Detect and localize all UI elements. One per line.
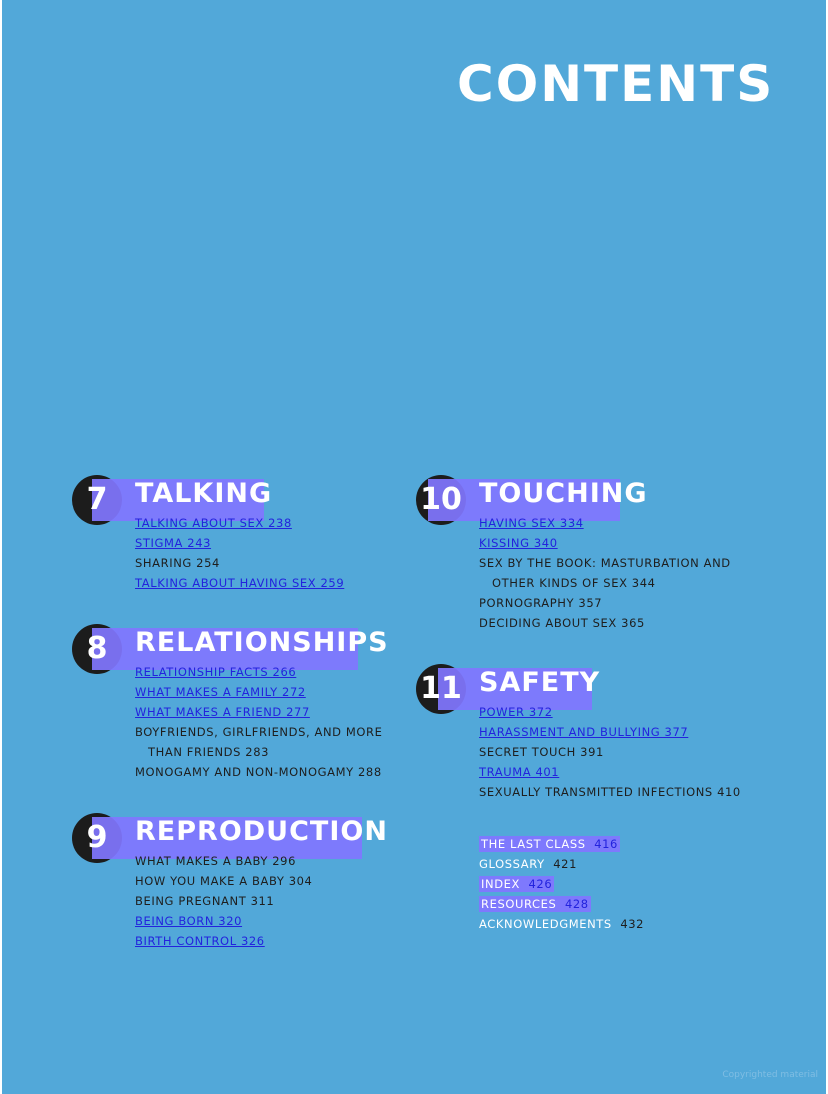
chapter-number: 11 [420,671,462,706]
backmatter-item[interactable] [479,894,644,914]
backmatter-item[interactable] [479,874,644,894]
toc-entry: SEX BY THE BOOK: MASTURBATION AND [479,556,731,570]
toc-entry[interactable]: TRAUMA 401 [479,765,560,779]
chapter-entries [135,662,383,782]
backmatter-label: ACKNOWLEDGMENTS [479,917,612,931]
chapter-title[interactable]: SAFETY [479,667,601,698]
backmatter-page: 428 [564,897,589,911]
backmatter-label: GLOSSARY [479,857,545,871]
backmatter-page: 416 [594,837,618,851]
chapter-title[interactable]: RELATIONSHIPS [135,627,389,658]
toc-entry: WHAT MAKES A BABY 296 [135,854,296,868]
chapter-number: 8 [86,631,108,666]
toc-entry[interactable]: HARASSMENT AND BULLYING 377 [479,725,689,739]
toc-entry: BOYFRIENDS, GIRLFRIENDS, AND MORE [135,725,383,739]
chapter-title[interactable]: TALKING [135,478,273,509]
toc-entry[interactable]: BEING BORN 320 [135,914,243,928]
toc-entry: THAN FRIENDS 283 [148,745,270,759]
toc-entry: SHARING 254 [135,556,220,570]
chapter-number: 10 [420,482,462,517]
backmatter-item [479,914,644,934]
page-title: CONTENTS [457,55,775,113]
toc-entry[interactable]: WHAT MAKES A FRIEND 277 [135,705,310,719]
backmatter-label: INDEX [481,877,520,891]
backmatter-list [479,834,644,934]
chapter-title[interactable]: REPRODUCTION [135,816,388,847]
copyright-watermark: Copyrighted material [722,1070,818,1080]
toc-entry: HOW YOU MAKE A BABY 304 [135,874,313,888]
toc-entry: SECRET TOUCH 391 [479,745,604,759]
toc-entry[interactable]: POWER 372 [479,705,553,719]
backmatter-page: 432 [620,917,645,931]
backmatter-label: RESOURCES [481,897,557,911]
backmatter-label: THE LAST CLASS [481,837,586,851]
backmatter-item[interactable] [479,834,644,854]
toc-entry: DECIDING ABOUT SEX 365 [479,616,645,630]
toc-entry[interactable]: TALKING ABOUT SEX 238 [135,516,292,530]
chapter-entries [135,851,312,951]
toc-entry[interactable]: WHAT MAKES A FAMILY 272 [135,685,306,699]
chapter-title[interactable]: TOUCHING [479,478,648,509]
toc-entry[interactable]: BIRTH CONTROL 326 [135,934,265,948]
backmatter-page: 426 [528,877,553,891]
toc-entry: PORNOGRAPHY 357 [479,596,603,610]
chapter-number: 9 [86,820,108,855]
toc-entry[interactable]: HAVING SEX 334 [479,516,584,530]
toc-entry[interactable]: TALKING ABOUT HAVING SEX 259 [135,576,345,590]
backmatter-page: 421 [553,857,577,871]
toc-entry: MONOGAMY AND NON-MONOGAMY 288 [135,765,382,779]
chapter-entries [135,513,344,593]
toc-entry: BEING PREGNANT 311 [135,894,275,908]
toc-entry: OTHER KINDS OF SEX 344 [492,576,656,590]
contents-page [2,0,826,1094]
toc-entry[interactable]: RELATIONSHIP FACTS 266 [135,665,297,679]
toc-entry: SEXUALLY TRANSMITTED INFECTIONS 410 [479,785,741,799]
backmatter-item [479,854,644,874]
chapter-number: 7 [86,482,108,517]
chapter-entries [479,513,731,633]
toc-entry[interactable]: STIGMA 243 [135,536,212,550]
chapter-entries [479,702,741,802]
toc-entry[interactable]: KISSING 340 [479,536,558,550]
